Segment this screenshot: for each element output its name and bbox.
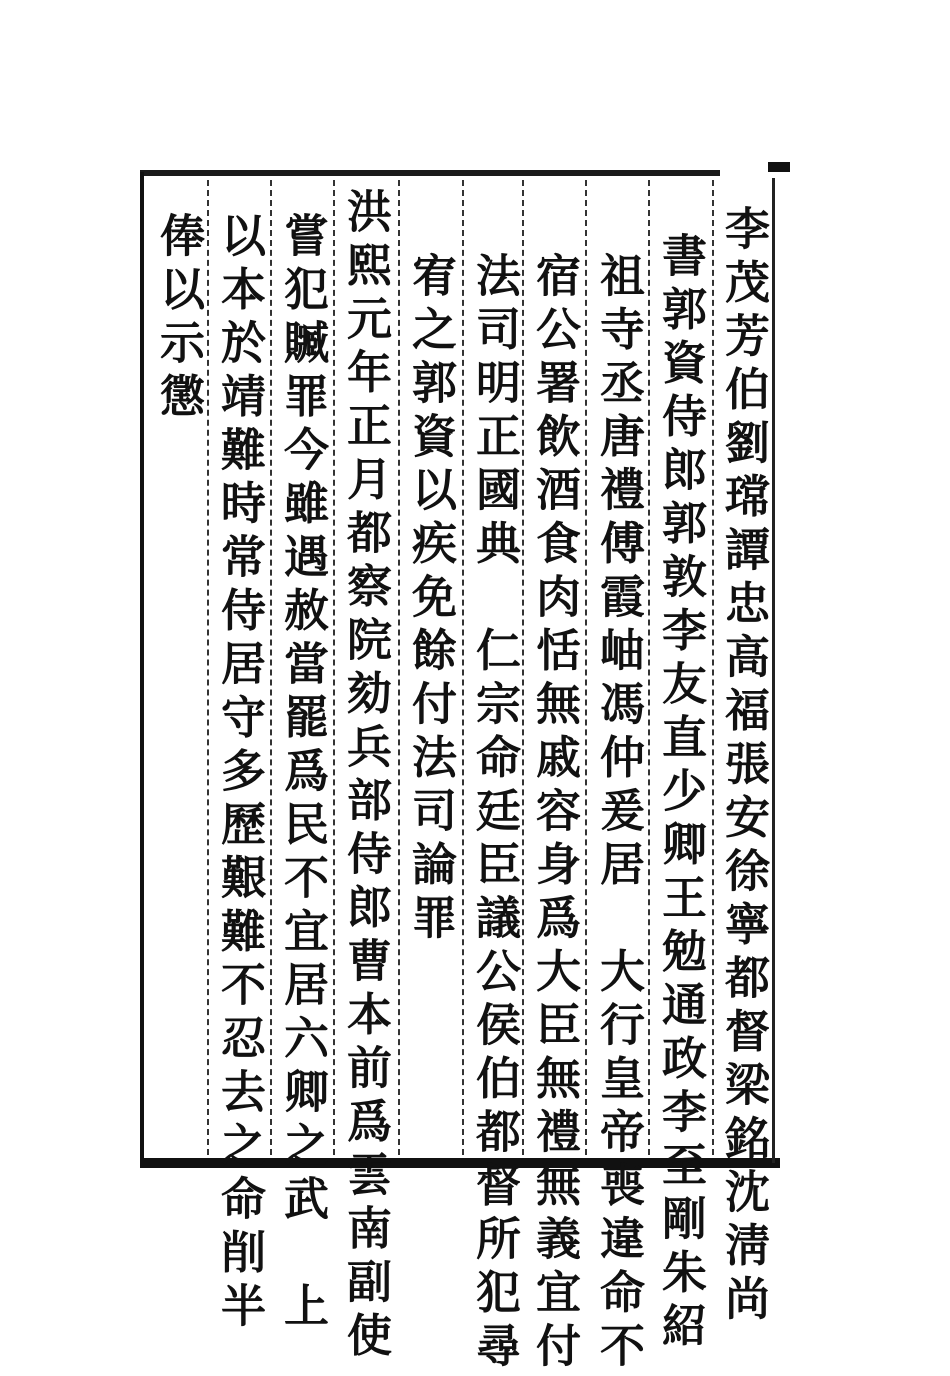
column-divider: [648, 180, 650, 1155]
text-column-4: 宿公署飲酒食肉恬無戚容身爲大臣無禮無義宜付: [528, 252, 581, 1376]
text-column-3: 祖寺丞唐禮傅霞岫馮仲爰居 大行皇帝喪違命不: [592, 252, 645, 1376]
top-right-corner-mark: [768, 162, 790, 172]
column-divider: [522, 180, 524, 1155]
text-column-9: 以本於靖難時常侍居守多歷艱難不忍去之命削半: [213, 212, 266, 1336]
text-column-10: 俸以示懲: [152, 212, 205, 426]
text-column-8: 嘗犯贓罪今雖遇赦當罷爲民不宜居六卿之武 上: [276, 212, 329, 1336]
left-border: [140, 172, 144, 1164]
text-column-6: 宥之郭資以疾免餘付法司論罪: [404, 252, 457, 948]
column-divider: [712, 180, 714, 1155]
text-column-7: 洪熙元年正月都察院劾兵部侍郎曹本前爲雲南副使: [339, 188, 392, 1365]
column-divider: [333, 180, 335, 1155]
top-border: [140, 170, 720, 176]
text-column-2: 書郭資侍郎郭敦李友直少卿王勉通政李至剛朱紹: [654, 232, 707, 1356]
column-divider: [462, 180, 464, 1155]
text-column-1: 李茂芳伯劉瑺譚忠高福張安徐寧都督梁銘沈淸尚: [717, 205, 770, 1329]
column-divider: [585, 180, 587, 1155]
column-divider: [270, 180, 272, 1155]
right-margin-line: [772, 178, 775, 1163]
column-divider: [398, 180, 400, 1155]
column-divider: [207, 180, 209, 1155]
text-column-5: 法司明正國典 仁宗命廷臣議公侯伯都督所犯尋: [468, 252, 521, 1376]
